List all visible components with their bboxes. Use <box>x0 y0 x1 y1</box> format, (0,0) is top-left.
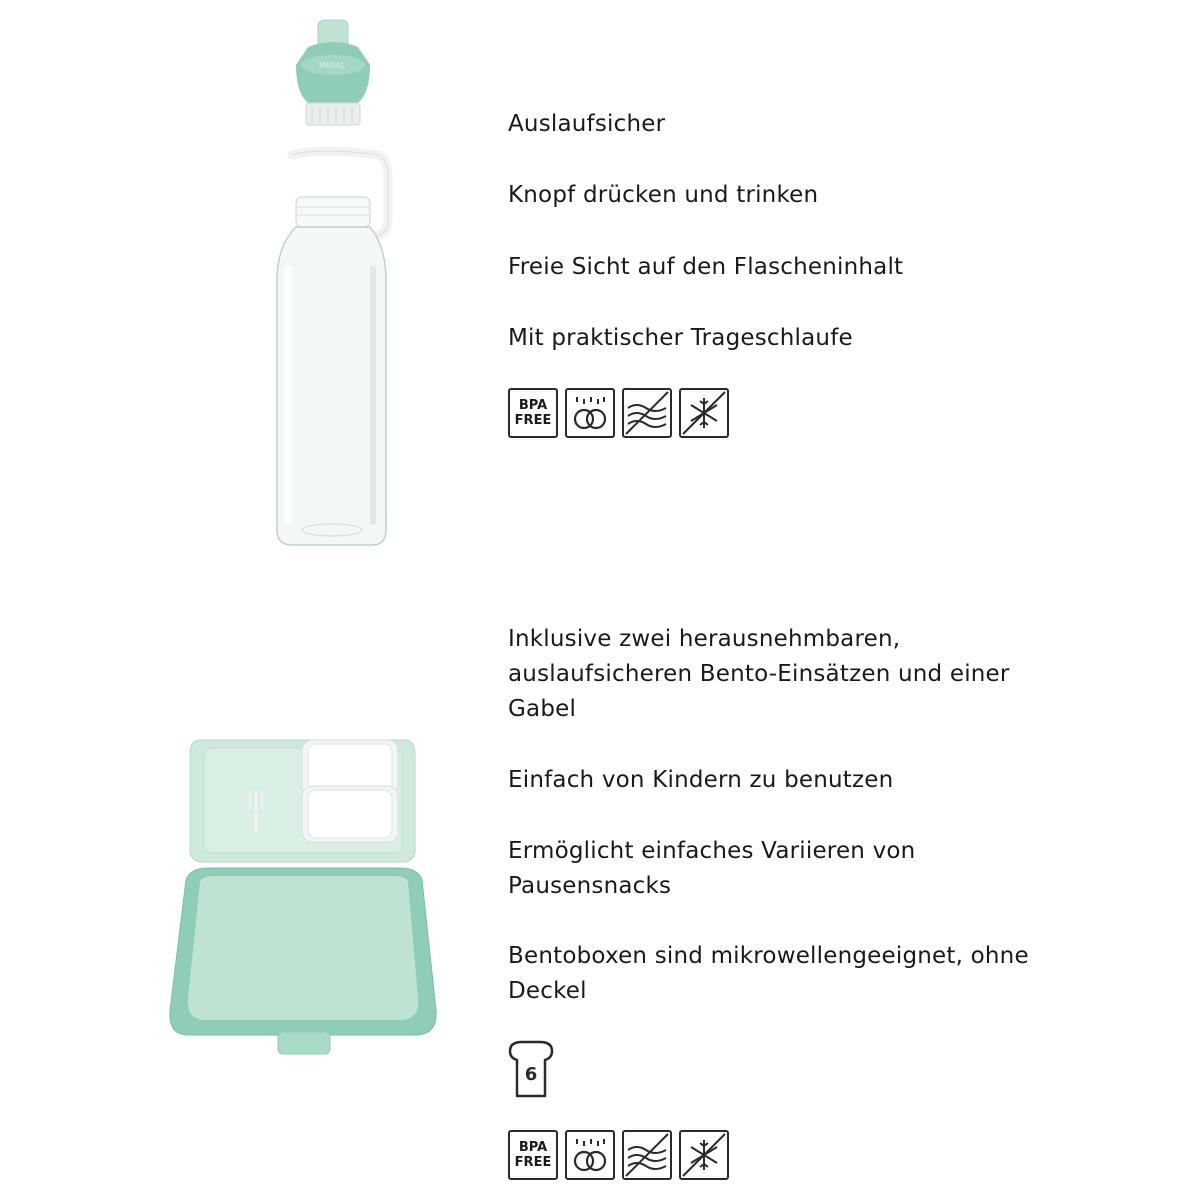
hot-water-icon <box>622 388 672 438</box>
bpa-free-icon: BPA FREE <box>508 1130 558 1180</box>
feature-line: Ermöglicht einfaches Variieren von <box>508 838 916 864</box>
feature-line: Gabel <box>508 696 577 722</box>
lunchbox-feature-3 <box>508 834 915 904</box>
dishwasher-icon <box>565 1130 615 1180</box>
bottle-feature-2: Knopf drücken und trinken <box>508 182 819 208</box>
bottle-feature-3: Freie Sicht auf den Flascheninhalt <box>508 254 904 280</box>
bottle-feature-1: Auslaufsicher <box>508 111 666 137</box>
feature-line: Inklusive zwei herausnehmbaren, <box>508 626 901 652</box>
lunchbox-image <box>160 730 445 1065</box>
lunchbox-feature-2 <box>508 763 893 798</box>
bottle-icon-row <box>508 388 729 438</box>
dishwasher-icon <box>565 388 615 438</box>
feature-line: Deckel <box>508 978 587 1004</box>
feature-line: Pausensnacks <box>508 873 672 899</box>
feature-line: auslaufsicheren Bento-Einsätzen und einer <box>508 661 1010 687</box>
lunchbox-feature-1 <box>508 622 1010 727</box>
bread-slices-icon <box>508 1040 554 1098</box>
water-bottle-image <box>260 15 410 555</box>
feature-line: Einfach von Kindern zu benutzen <box>508 767 894 793</box>
cap-logo-text: MEPAL <box>318 61 346 70</box>
freezer-icon <box>679 1130 729 1180</box>
lunchbox-feature-4 <box>508 939 1029 1009</box>
bread-count-text: 6 <box>524 1064 538 1085</box>
freezer-icon <box>679 388 729 438</box>
bottle-feature-4: Mit praktischer Trageschlaufe <box>508 325 853 351</box>
feature-line: Bentoboxen sind mikrowellengeeignet, ohne <box>508 943 1029 969</box>
hot-water-icon <box>622 1130 672 1180</box>
bpa-free-icon: BPA FREE <box>508 388 558 438</box>
lunchbox-icon-row <box>508 1130 729 1180</box>
